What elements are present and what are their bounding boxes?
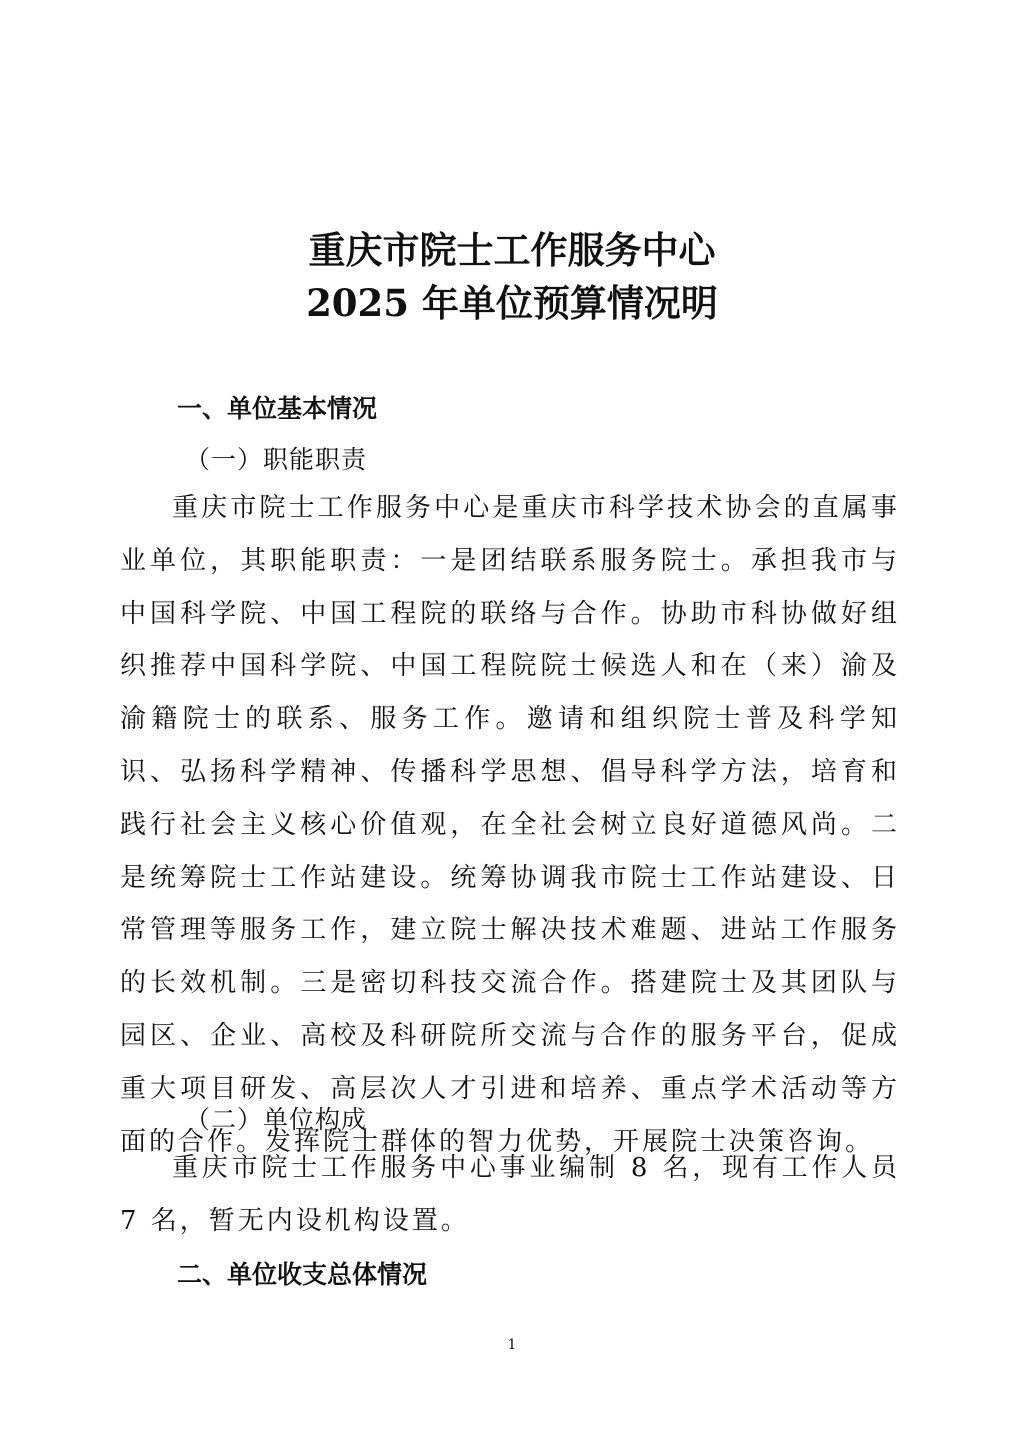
page-number: 1 xyxy=(507,1337,517,1353)
subsection-2-heading: （二）单位构成 xyxy=(185,1105,368,1134)
title-line-2: 2025 年单位预算情况明 xyxy=(306,281,718,325)
paragraph-composition: 重庆市院士工作服务中心事业编制 8 名，现有工作人员 7 名，暂无内设机构设置。 xyxy=(120,1153,900,1236)
paragraph-duties: 重庆市院士工作服务中心是重庆市科学技术协会的直属事业单位，其职能职责：一是团结联系服务院士。承担我市与中国科学院、中国工程院的联络与合作。协助市科协做好组织推荐中国科学院、中国工程院院士候选人和在（来）渝及渝籍院士的联系、服务工作。邀请和组织院士普及科学知识、弘扬科学精神、传播科学思想、倡导科学方法，培育和践行社会主义核心价值观，在全社会树立良好道德风尚。二是统筹院士工作站建设。统筹协调我市院士工作站建设、日常管理等服务工作，建立院士解决技术难题、进站工作服务的长效机制。三是密切科技交流合作。搭建院士及其团队与园区、企业、高校及科研院所交流与合作的服务平台，促成重大项目研发、高层次人才引进和培养、重点学术活动等方面的合作。发挥院士群体的智力优势，开展院士决策咨询。 xyxy=(120,493,900,1157)
section-1-heading: 一、单位基本情况 xyxy=(177,394,378,423)
subsection-1-heading: （一）职能职责 xyxy=(185,445,368,474)
section-2-heading: 二、单位收支总体情况 xyxy=(177,1260,428,1289)
title-line-1: 重庆市院士工作服务中心 xyxy=(308,228,716,272)
